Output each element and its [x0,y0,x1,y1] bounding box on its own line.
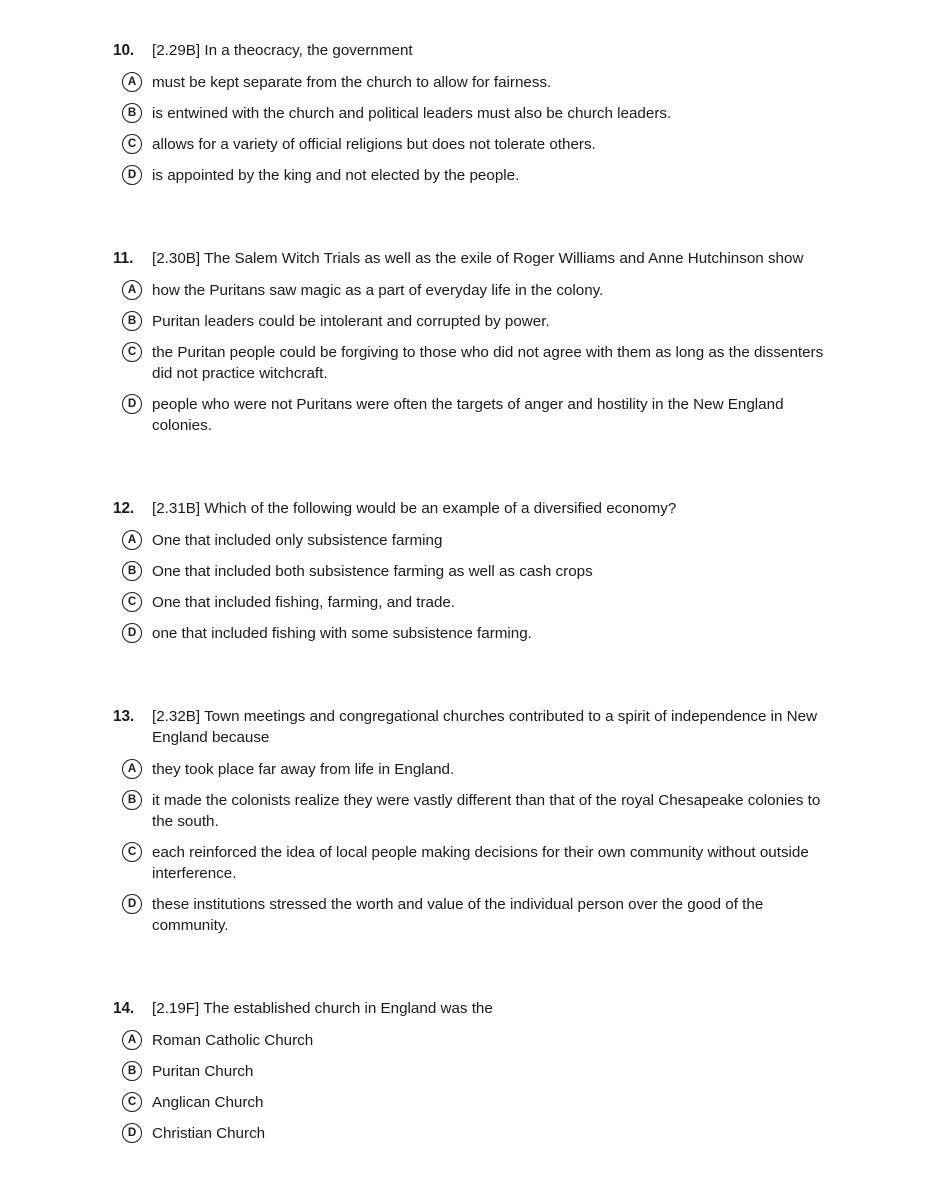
option-marker[interactable] [113,842,152,862]
question-stem [113,248,830,269]
question-standard-tag: [2.31B] [152,500,201,517]
question-standard-tag: [2.30B] [152,250,201,267]
option-marker[interactable] [113,394,152,414]
question-standard-tag: [2.32B] [152,708,201,725]
question-block [113,998,830,1144]
question-number: 12. [113,500,135,517]
question-stem-body: In a theocracy, the government [204,42,413,59]
question-standard-tag: [2.19F] [152,1000,200,1017]
option-letter-circle-icon[interactable]: D [122,623,142,643]
option-letter-circle-icon[interactable]: C [122,342,142,362]
question-stem-body: Town meetings and congregational churches contributed to a spirit of independence in New England because [152,708,818,746]
question-block [113,498,830,644]
option-text[interactable]: Anglican Church [152,1094,264,1111]
answer-option[interactable] [113,165,830,186]
option-text[interactable]: it made the colonists realize they were vastly different than that of the royal Chesapeake colonies to the south. [152,792,821,830]
option-marker[interactable] [113,592,152,612]
option-text[interactable]: Puritan Church [152,1063,254,1080]
option-text[interactable]: these institutions stressed the worth and value of the individual person over the good of the community. [152,896,764,934]
option-marker[interactable] [113,134,152,154]
option-marker[interactable] [113,561,152,581]
answer-option[interactable] [113,623,830,644]
option-text[interactable]: Christian Church [152,1125,266,1142]
question-stem-text [152,998,830,1019]
option-letter-circle-icon[interactable]: B [122,561,142,581]
answer-option[interactable] [113,311,830,332]
option-letter-circle-icon[interactable]: A [122,1030,142,1050]
question-stem [113,40,830,61]
question-stem-body: The established church in England was the [203,1000,493,1017]
option-text[interactable]: the Puritan people could be forgiving to those who did not agree with them as long as the dissenters did not practice witchcraft. [152,344,824,382]
question-stem-text [152,706,830,748]
option-marker[interactable] [113,1030,152,1050]
answer-option[interactable] [113,842,830,884]
question-block [113,248,830,436]
option-text[interactable]: One that included fishing, farming, and trade. [152,594,456,611]
option-letter-circle-icon[interactable]: C [122,1092,142,1112]
answer-option[interactable] [113,1030,830,1051]
option-letter-circle-icon[interactable]: B [122,790,142,810]
option-text[interactable]: people who were not Puritans were often the targets of anger and hostility in the New England colonies. [152,396,784,434]
option-letter-circle-icon[interactable]: D [122,1123,142,1143]
option-marker[interactable] [113,894,152,914]
option-marker[interactable] [113,280,152,300]
question-block [113,706,830,936]
option-letter-circle-icon[interactable]: D [122,894,142,914]
option-text[interactable]: One that included only subsistence farming [152,532,443,549]
option-text[interactable]: Puritan leaders could be intolerant and corrupted by power. [152,313,550,330]
option-letter-circle-icon[interactable]: C [122,134,142,154]
option-letter-circle-icon[interactable]: B [122,103,142,123]
option-text[interactable]: how the Puritans saw magic as a part of everyday life in the colony. [152,282,604,299]
question-number: 10. [113,42,135,59]
option-marker[interactable] [113,311,152,331]
answer-option[interactable] [113,134,830,155]
answer-option[interactable] [113,790,830,832]
option-marker[interactable] [113,165,152,185]
question-number: 13. [113,708,135,725]
option-text[interactable]: One that included both subsistence farming as well as cash crops [152,563,593,580]
option-marker[interactable] [113,72,152,92]
option-letter-circle-icon[interactable]: A [122,759,142,779]
option-marker[interactable] [113,759,152,779]
option-text[interactable]: allows for a variety of official religions but does not tolerate others. [152,136,596,153]
answer-option[interactable] [113,394,830,436]
option-letter-circle-icon[interactable]: D [122,165,142,185]
option-marker[interactable] [113,1123,152,1143]
option-marker[interactable] [113,790,152,810]
option-marker[interactable] [113,342,152,362]
answer-option[interactable] [113,894,830,936]
option-letter-circle-icon[interactable]: A [122,72,142,92]
answer-option[interactable] [113,1061,830,1082]
option-text[interactable]: they took place far away from life in England. [152,761,455,778]
question-stem-text [152,40,830,61]
question-stem-body: Which of the following would be an example of a diversified economy? [204,500,677,517]
option-text[interactable]: is entwined with the church and political leaders must also be church leaders. [152,105,672,122]
answer-option[interactable] [113,1123,830,1144]
question-stem-body: The Salem Witch Trials as well as the exile of Roger Williams and Anne Hutchinson show [204,250,804,267]
option-marker[interactable] [113,1092,152,1112]
option-letter-circle-icon[interactable]: A [122,280,142,300]
answer-option[interactable] [113,530,830,551]
option-text[interactable]: Roman Catholic Church [152,1032,314,1049]
question-stem-text [152,248,830,269]
question-number: 14. [113,1000,135,1017]
answer-option[interactable] [113,72,830,93]
answer-option[interactable] [113,342,830,384]
option-letter-circle-icon[interactable]: C [122,842,142,862]
answer-option[interactable] [113,103,830,124]
question-block [113,40,830,186]
option-marker[interactable] [113,530,152,550]
option-text[interactable]: one that included fishing with some subsistence farming. [152,625,532,642]
option-marker[interactable] [113,103,152,123]
option-letter-circle-icon[interactable]: A [122,530,142,550]
option-marker[interactable] [113,623,152,643]
option-letter-circle-icon[interactable]: B [122,1061,142,1081]
option-letter-circle-icon[interactable]: C [122,592,142,612]
option-marker[interactable] [113,1061,152,1081]
option-letter-circle-icon[interactable]: B [122,311,142,331]
question-stem [113,706,830,748]
option-text[interactable]: must be kept separate from the church to allow for fairness. [152,74,552,91]
question-stem [113,498,830,519]
answer-option[interactable] [113,561,830,582]
question-stem [113,998,830,1019]
option-text[interactable]: is appointed by the king and not elected by the people. [152,167,520,184]
option-letter-circle-icon[interactable]: D [122,394,142,414]
option-text[interactable]: each reinforced the idea of local people making decisions for their own community without outside interference. [152,844,809,882]
answer-option[interactable] [113,280,830,301]
question-standard-tag: [2.29B] [152,42,201,59]
question-stem-text [152,498,830,519]
answer-option[interactable] [113,759,830,780]
question-list [113,40,830,1144]
question-number: 11. [113,250,134,267]
answer-option[interactable] [113,1092,830,1113]
answer-option[interactable] [113,592,830,613]
